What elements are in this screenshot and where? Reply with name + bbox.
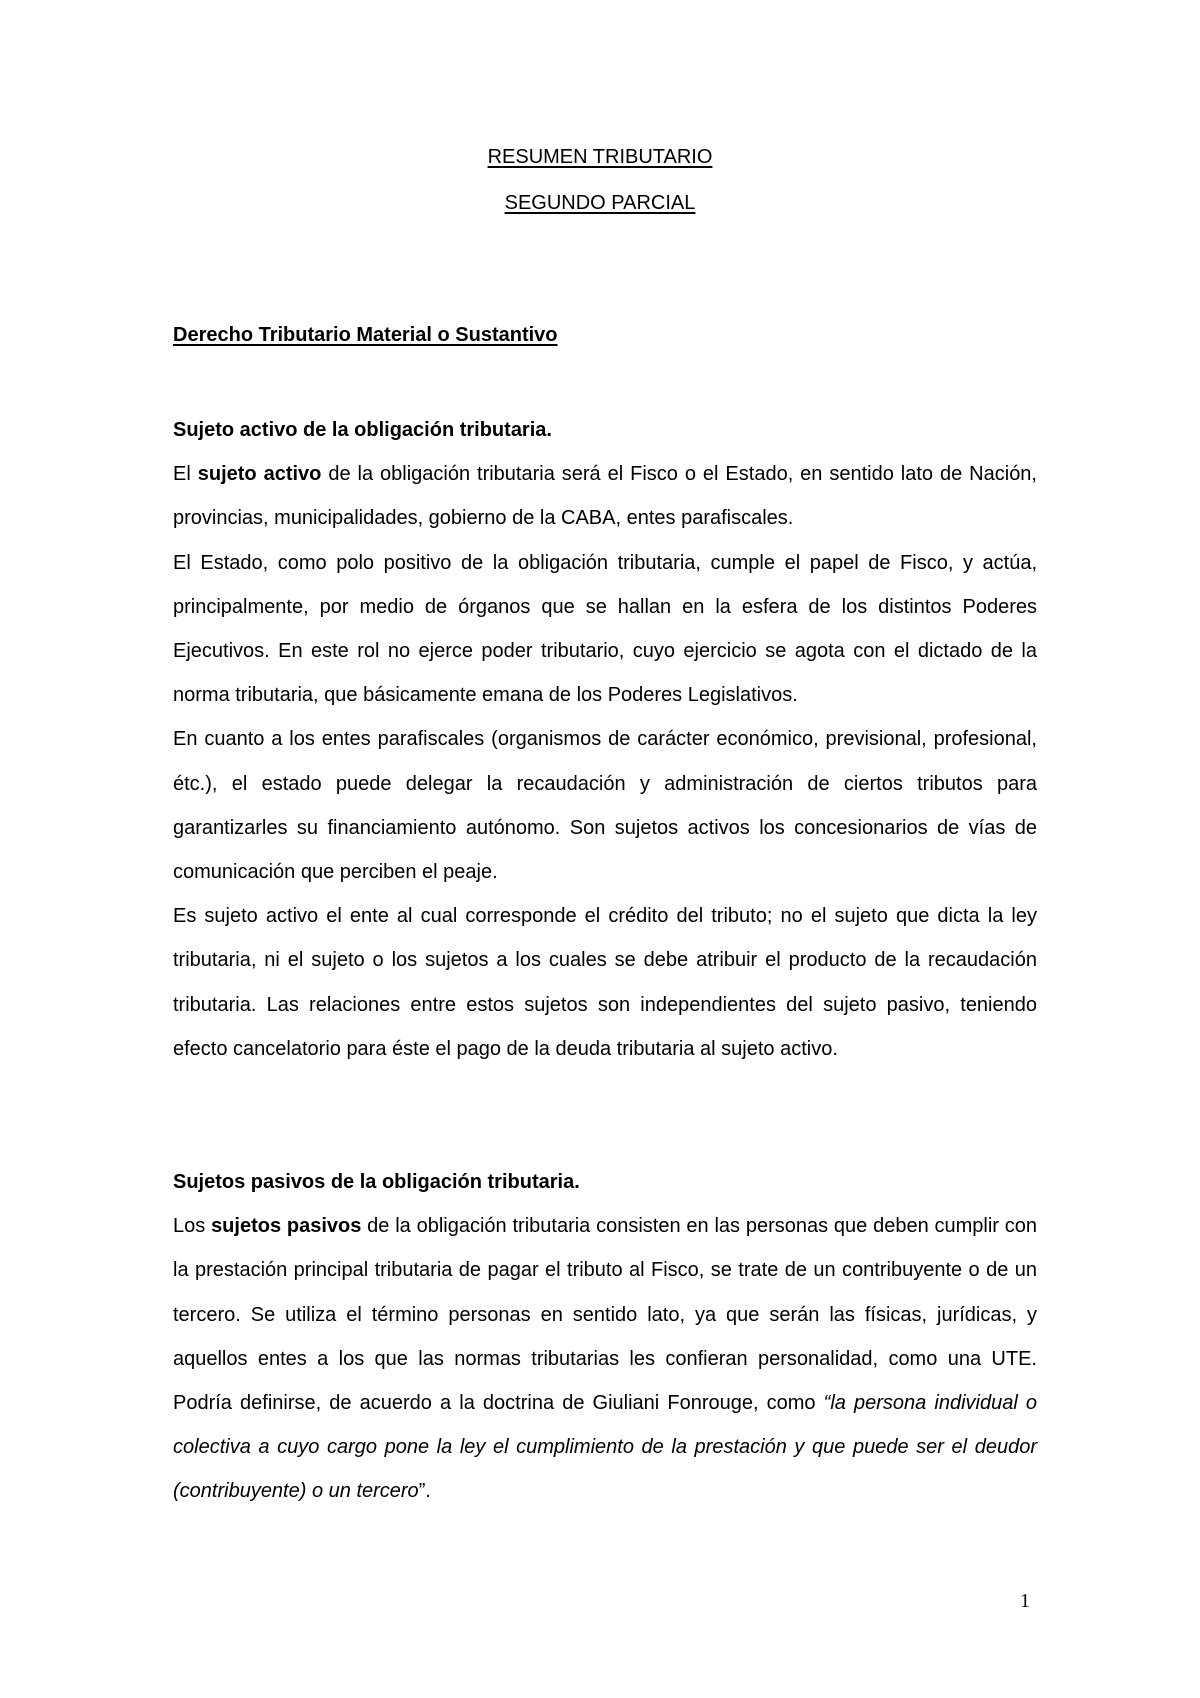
paragraph: En cuanto a los entes parafiscales (organismos de carácter económico, previsional, profesional, étc.), el estado puede delegar la recaudación y administración de ciertos tributos para garantizarles su financiamiento autónomo. Son sujetos activos los concesionarios de vías de comunicación que perciben el peaje. (173, 728, 1037, 884)
bold-term: sujetos pasivos (211, 1215, 362, 1238)
text-span: de la obligación tributaria será el Fisco o el Estado, en sentido lato de Nación, provincias, municipalidades, gobierno de la CABA, entes parafiscales. (173, 463, 1037, 530)
section-sujetos-pasivos (173, 1160, 1037, 1514)
section-heading: Derecho Tributario Material o Sustantivo (173, 324, 558, 346)
paragraph: El Estado, como polo positivo de la obligación tributaria, cumple el papel de Fisco, y actúa, principalmente, por medio de órganos que se hallan en la esfera de los distintos Poderes Ejecutivos. En este rol no ejerce poder tributario, cuyo ejercicio se agota con el dictado de la norma tributaria, que básicamente emana de los Poderes Legislativos. (173, 551, 1037, 707)
text-span: El (173, 463, 198, 486)
text-span: ”. (418, 1480, 431, 1503)
quote-italic: “la persona individual o colectiva a cuyo cargo pone la ley el cumplimiento de la prestación y que puede ser el deudor (contribuyente) o un tercero (173, 1392, 1037, 1503)
subheading-sujetos-pasivos: Sujetos pasivos de la obligación tributaria. (173, 1171, 580, 1193)
document-subtitle: SEGUNDO PARCIAL (504, 192, 696, 214)
paragraph (173, 1204, 1037, 1513)
paragraph (173, 452, 1037, 540)
document-title: RESUMEN TRIBUTARIO (487, 146, 713, 168)
section-sujeto-activo (173, 408, 1037, 1071)
text-span: Los (173, 1215, 212, 1238)
text-span: de la obligación tributaria consisten en las personas que deben cumplir con la prestación principal tributaria de pagar el tributo al Fisco, se trate de un contribuyente o de un tercero. Se utiliza el término personas en sentido lato, ya que serán las físicas, jurídicas, y aquellos entes a los que las normas tributarias les confieran personalidad, como una UTE. Podría definirse, de acuerdo a la doctrina de Giuliani Fonrouge, como (173, 1215, 1037, 1415)
subheading-sujeto-activo: Sujeto activo de la obligación tributaria. (173, 419, 552, 441)
page-number: 1 (1020, 1590, 1030, 1612)
paragraph: Es sujeto activo el ente al cual corresponde el crédito del tributo; no el sujeto que dicta la ley tributaria, ni el sujeto o los sujetos a los cuales se debe atribuir el producto de la recaudación tributaria. Las relaciones entre estos sujetos son independientes del sujeto pasivo, teniendo efecto cancelatorio para éste el pago de la deuda tributaria al sujeto activo. (173, 905, 1037, 1060)
bold-term: sujeto activo (197, 463, 322, 486)
